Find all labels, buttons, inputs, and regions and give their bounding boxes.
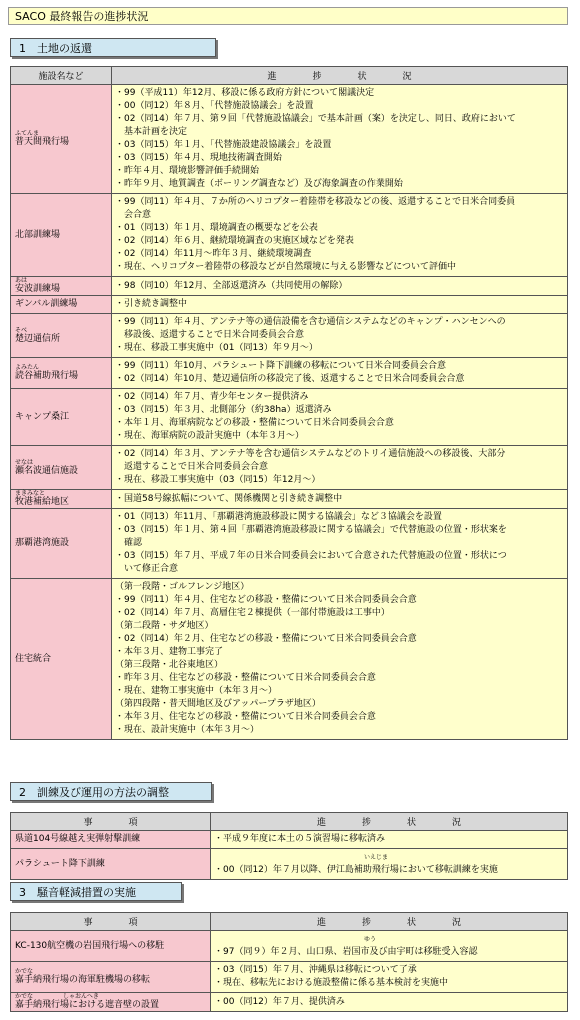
reading-ruby: かでな しゃおんへき [15,993,99,1000]
progress-line: ・現在、移設工事実施中（01（同13）年９月～） [115,343,318,353]
progress-line: ・現在、移転先における施設整備に係る基本検討を実施中 [214,978,449,988]
facility-name [11,296,112,314]
progress-line: 移設後、返還することで日米合同委員会合意 [115,330,305,340]
column-header-progress: 進 捗 状 況 [211,913,568,931]
table-row [11,85,568,194]
progress-line: ・01（同13）年１月、環境調査の概要などを公表 [115,223,318,233]
reading-ruby: まきみなと [15,490,46,497]
progress-line: ・99（同11）年４月、住宅などの移設・整備について日米合同委員会合意 [115,595,417,605]
table-row [11,314,568,358]
progress-cell [112,314,568,358]
column-header-item: 事 項 [11,813,211,831]
progress-line: ・昨年３月、住宅などの移設・整備について日米合同委員会合意 [115,673,376,683]
table-row [11,389,568,446]
progress-line: ・99（同11）年10月、パラシュート降下訓練の移転について日米合同委員会合意 [115,361,446,371]
progress-line: ・国道58号線拡幅について、関係機関と引き続き調整中 [115,493,343,504]
progress-cell [112,296,568,314]
progress-line: ・本年３月、住宅などの移設・整備について日米合同委員会合意 [115,712,376,722]
table-row [11,277,568,296]
reading-ruby: よみたん [15,364,40,371]
facility-label: 北部訓練場 [15,229,61,240]
section-3-heading: 3 騒音軽減措置の実施 [10,882,182,901]
progress-cell [112,509,568,579]
progress-line: ・99（同11）年４月、７か所のヘリコプター着陸帯を移設などの後、返還することで日米合同委員 [115,197,516,207]
table-row [11,509,568,579]
progress-line: ・00（同12）年８月、「代替施設協議会」を設置 [115,101,314,111]
table-row [11,831,568,849]
facility-label: 安波訓練場 [15,284,61,294]
progress-line: ・98（同10）年12月、全部返還済み（共同使用の解除） [115,280,348,291]
progress-cell [211,962,568,993]
progress-cell [112,490,568,509]
progress-cell [112,277,568,296]
progress-line: ・現在、建物工事実施中（本年３月～） [115,686,278,696]
progress-line: ・昨年９月、地質調査（ボーリング調査など）及び海象調査の作業開始 [115,179,403,189]
table-row [11,296,568,314]
reading-ruby: せなは [15,458,34,466]
facility-name [11,490,112,509]
page-title: SACO 最終報告の進捗状況 [8,7,568,25]
facility-name [11,194,112,277]
progress-line: ・現在、設計実施中（本年３月～） [115,725,260,735]
progress-line: ・引き続き調整中 [115,299,188,309]
progress-cell [112,389,568,446]
progress-cell [112,446,568,490]
progress-line: ・現在、移設工事実施中（03（同15）年12月～） [115,475,321,485]
progress-line: ・02（同14）年３月、アンテナ等を含む通信システムなどのトリイ通信施設への移設後、大部分 [115,449,506,459]
table-row [11,579,568,740]
facility-label: 県道104号線越え実弾射撃訓練 [15,834,141,844]
facility-label: 瀬名波通信施設 [15,465,79,476]
facility-label: パラシュート降下訓練 [15,858,105,869]
progress-line: ・03（同15）年７月、沖縄県は移転について了承 [214,965,417,975]
progress-line: ・01（同13）年11月、「那覇港湾施設移設に関する協議会」など３協議会を設置 [115,512,442,522]
reading-ruby: あは [15,277,28,284]
progress-line: 確認 [115,538,143,548]
land-return-table [10,66,568,740]
table-row [11,194,568,277]
facility-label: 牧港補給地区 [15,497,70,507]
progress-line: 会合意 [115,210,152,220]
progress-line: ・00（同12）年７月以降、伊江島補助飛行場において移転訓練を実施 [214,865,498,875]
reading-ruby: かでな [15,968,34,975]
progress-line: ・現在、海軍病院の設計実施中（本年３月～） [115,431,305,441]
progress-line: ・99（平成11）年12月、移設に係る政府方針について閣議決定 [115,88,375,98]
progress-line: ・02（同14）年10月、楚辺通信所の移設完了後、返還することで日米合同委員会合意 [115,374,465,384]
facility-name [11,446,112,490]
progress-line: （第二段階・サダ地区） [115,621,214,631]
progress-cell [211,831,568,849]
progress-line: ・本年１月、海軍病院などの移設・整備について日米合同委員会合意 [115,418,394,428]
facility-name [11,358,112,389]
facility-label: ギンバル訓練場 [15,299,78,309]
facility-label: 那覇港湾施設 [15,538,70,548]
progress-line: ・97（同９）年２月、山口県、岩国市及び由宇町は移駐受入容認 [214,947,478,957]
progress-line: いて修正合意 [115,564,179,574]
progress-line: ・03（同15）年３月、北側部分（約38ha）返還済み [115,405,332,415]
facility-label: KC-130航空機の岩国飛行場への移駐 [15,940,165,951]
section-2-heading: 2 訓練及び運用の方法の調整 [10,782,212,801]
progress-line: ・03（同15）年１月、第４回「那覇港湾施設移設に関する協議会」で代替施設の位置・形状案を [115,525,507,535]
facility-label: 楚辺通信所 [15,333,61,344]
facility-name [11,993,211,1012]
progress-line: ・02（同14）年２月、住宅などの移設・整備について日米合同委員会合意 [115,634,417,644]
reading-ruby: そべ [15,326,28,334]
column-header-facility: 施設名など [11,67,112,85]
facility-name [11,931,211,962]
facility-name [11,831,211,849]
progress-line: ・02（同14）年７月、高層住宅２棟提供（一部付帯施設は工事中） [115,608,390,618]
facility-name [11,509,112,579]
reading-ruby: ゆう [364,936,377,943]
training-table [10,812,568,880]
progress-line: ・平成９年度に本土の５演習場に移転済み [214,834,386,844]
table-row [11,358,568,389]
table-row [11,993,568,1012]
reading-ruby: ふてんま [15,130,40,137]
noise-table [10,912,568,1012]
progress-cell [211,931,568,962]
progress-cell [211,849,568,880]
progress-line: ・現在、ヘリコプター着陸帯の移設などが自然環境に与える影響などについて評価中 [115,262,457,272]
facility-name [11,389,112,446]
progress-line: ・本年３月、建物工事完了 [115,647,224,657]
facility-name [11,85,112,194]
progress-line: ・03（同15）年４月、現地技術調査開始 [115,153,282,163]
facility-name [11,277,112,296]
progress-cell [112,579,568,740]
facility-name [11,314,112,358]
progress-cell [112,85,568,194]
progress-line: （第四段階・普天間地区及びアッパープラザ地区） [115,699,321,709]
progress-cell [112,194,568,277]
progress-line: ・02（同14）年７月、青少年センター提供済み [115,392,309,402]
facility-name [11,579,112,740]
progress-line: ・99（同11）年４月、アンテナ等の通信設備を含む通信システムなどのキャンプ・ハンセンへの [115,317,506,327]
table-row [11,962,568,993]
progress-line: （第三段階・北谷東地区） [115,660,224,670]
progress-line: ・02（同14）年６月、継続環境調査の実施区域などを発表 [115,236,354,246]
progress-line: 返還することで日米合同委員会合意 [115,462,269,472]
progress-cell [211,993,568,1012]
facility-label: 嘉手納飛行場における遮音壁の設置 [15,1000,160,1010]
column-header-progress: 進 捗 状 況 [112,67,568,85]
progress-line: （第一段階・ゴルフレンジ地区） [115,582,250,592]
table-row [11,446,568,490]
facility-name [11,849,211,880]
reading-ruby: いえじま [364,854,389,861]
facility-label: 嘉手納飛行場の海軍駐機場の移転 [15,975,151,985]
facility-label: 住宅統合 [15,653,52,664]
progress-line: ・02（同14）年11月～昨年３月、継続環境調査 [115,249,312,259]
progress-line: ・昨年４月、環境影響評価手続開始 [115,166,260,176]
facility-label: 普天間飛行場 [15,137,70,147]
progress-cell [112,358,568,389]
section-1-heading: 1 土地の返還 [10,38,216,57]
table-row [11,849,568,880]
progress-line: ・02（同14）年７月、第９回「代替施設協議会」で基本計画（案）を決定し、同日、政府において [115,114,516,124]
progress-line: ・03（同15）年１月、「代替施設建設協議会」を設置 [115,140,332,150]
facility-name [11,962,211,993]
table-row [11,931,568,962]
progress-line: 基本計画を決定 [115,127,188,137]
facility-label: キャンプ桑江 [15,411,70,422]
column-header-progress: 進 捗 状 況 [211,813,568,831]
progress-line: ・03（同15）年７月、平成７年の日米合同委員会において合意された代替施設の位置・形状につ [115,551,507,561]
progress-line: ・00（同12）年７月、提供済み [214,996,345,1007]
facility-label: 読谷補助飛行場 [15,371,79,381]
table-row [11,490,568,509]
column-header-item: 事 項 [11,913,211,931]
